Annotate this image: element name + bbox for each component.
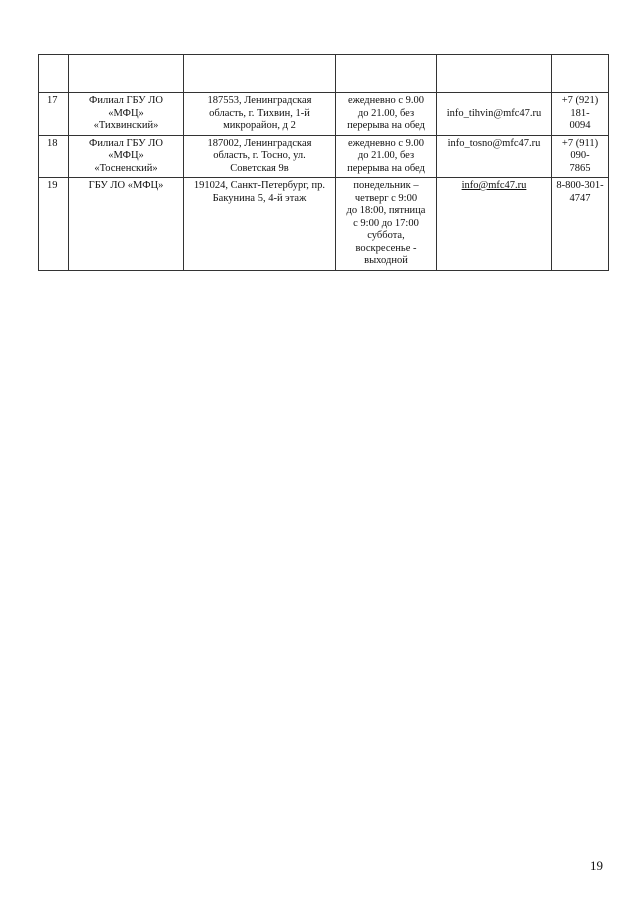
email-cell <box>437 178 552 271</box>
row-number: 18 <box>39 135 69 178</box>
address-cell <box>184 135 336 178</box>
phone-cell <box>552 135 609 178</box>
address-line: микрорайон, д 2 <box>223 120 296 131</box>
email-text: info_tihvin@mfc47.ru <box>446 107 542 119</box>
table-header-row <box>39 55 609 93</box>
row-number: 17 <box>39 93 69 136</box>
hours-line: ежедневно с 9.00 <box>347 137 425 149</box>
office-name-line: ГБУ ЛО «МФЦ» <box>88 180 164 191</box>
address-line: область, г. Тихвин, 1-й <box>209 107 310 119</box>
phone-cell <box>552 93 609 136</box>
page-number: 19 <box>590 858 603 873</box>
row-number: 19 <box>39 178 69 271</box>
hours-line: до 21.00, без <box>357 107 415 119</box>
hours-cell <box>336 93 437 136</box>
address-line: Советская 9в <box>230 162 289 174</box>
phone-line: 7865 <box>569 162 591 174</box>
hours-line: ежедневно с 9.00 <box>347 95 425 106</box>
email-link[interactable]: info@mfc47.ru <box>461 180 527 191</box>
phone-line: 4747 <box>569 192 591 204</box>
header-cell <box>39 55 69 93</box>
hours-line: выходной <box>364 255 408 266</box>
office-name-line: «МФЦ» <box>108 107 144 119</box>
phone-line: +7 (921) 181- <box>561 95 599 119</box>
hours-cell <box>336 178 437 271</box>
email-cell <box>437 93 552 136</box>
phone-line: 0094 <box>569 120 591 131</box>
office-name-line: Филиал ГБУ ЛО <box>89 95 163 106</box>
hours-line: понедельник – <box>353 180 419 191</box>
header-cell <box>552 55 609 93</box>
hours-line: перерыва на обед <box>347 162 425 174</box>
phone-line: +7 (911) 090- <box>561 137 599 161</box>
header-cell <box>69 55 184 93</box>
address-line: Бакунина 5, 4-й этаж <box>212 192 307 204</box>
office-name-line: «Тихвинский» <box>93 120 159 131</box>
phone-line: 8-800-301- <box>556 180 604 191</box>
hours-line: воскресенье - <box>355 242 417 254</box>
phone-cell <box>552 178 609 271</box>
email-text: info_tosno@mfc47.ru <box>447 137 541 149</box>
hours-line: до 18:00, пятница <box>346 205 426 216</box>
office-name-line: Филиал ГБУ ЛО <box>89 137 163 149</box>
office-name-cell <box>69 178 184 271</box>
table-row <box>39 135 609 178</box>
office-name-line: «МФЦ» <box>108 150 144 161</box>
address-cell <box>184 178 336 271</box>
table-row <box>39 178 609 271</box>
hours-line: с 9:00 до 17:00 <box>353 217 419 229</box>
email-cell <box>437 135 552 178</box>
hours-line: до 21.00, без <box>357 150 415 161</box>
address-cell <box>184 93 336 136</box>
hours-line: четверг с 9:00 <box>354 192 418 204</box>
hours-cell <box>336 135 437 178</box>
address-line: 187553, Ленинградская <box>207 95 312 106</box>
office-name-cell <box>69 93 184 136</box>
header-cell <box>336 55 437 93</box>
hours-line: перерыва на обед <box>347 120 425 131</box>
office-name-line: «Тосненский» <box>94 162 158 174</box>
offices-table <box>38 54 609 271</box>
table-row <box>39 93 609 136</box>
address-line: 187002, Ленинградская <box>207 137 312 149</box>
hours-line: суббота, <box>367 230 405 241</box>
header-cell <box>437 55 552 93</box>
address-line: 191024, Санкт-Петербург, пр. <box>193 180 326 191</box>
office-name-cell <box>69 135 184 178</box>
header-cell <box>184 55 336 93</box>
address-line: область, г. Тосно, ул. <box>213 150 306 161</box>
